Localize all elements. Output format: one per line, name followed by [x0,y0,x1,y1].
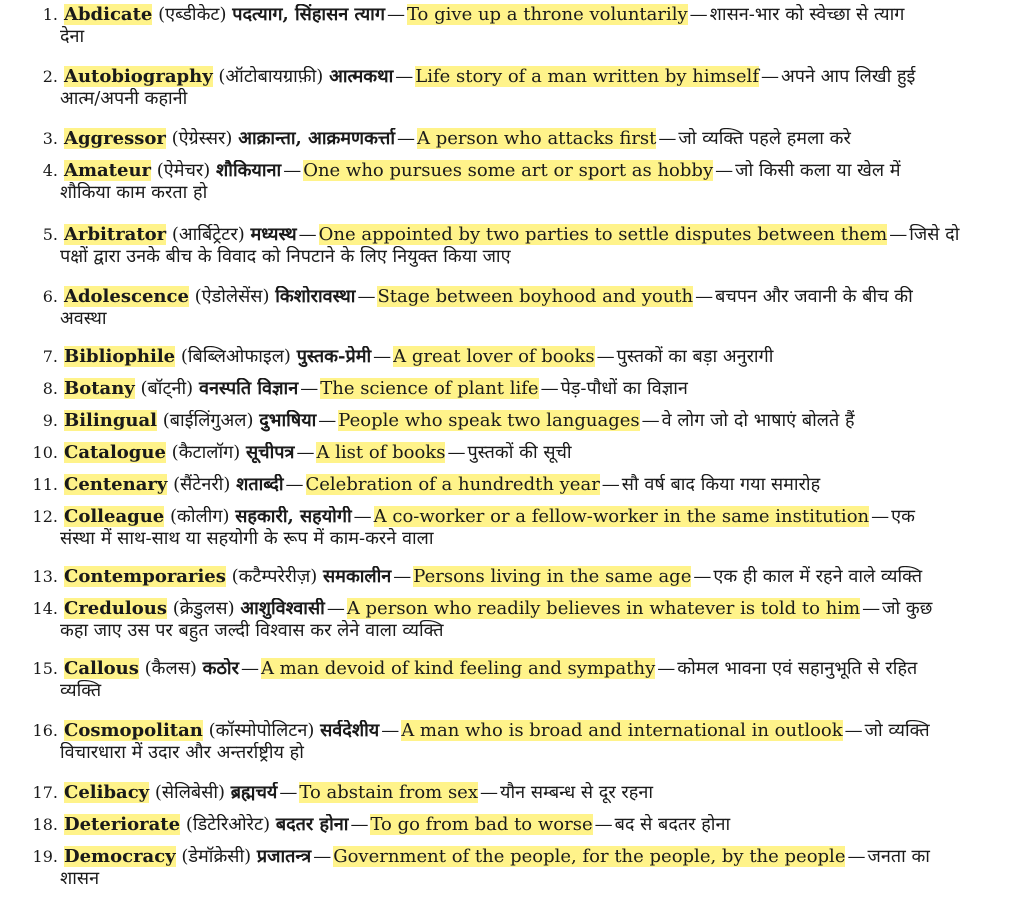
hindi-meaning: यौन सम्बन्ध से दूर रहना [500,782,653,803]
entry-line-1 [6,160,1024,182]
vocab-entry [0,410,1024,432]
entry-number: 8. [42,379,58,398]
english-word: Centenary [64,474,168,495]
pronunciation: (कैटालॉग) [171,442,241,463]
entry-number: 18. [32,815,58,834]
hindi-word: कठोर [202,658,239,679]
english-word: Credulous [64,598,167,619]
english-meaning: A person who attacks first [417,128,657,149]
entry-number: 12. [32,507,58,526]
dash: — [760,66,779,87]
hindi-meaning: सौ वर्ष बाद किया गया समारोह [621,474,821,495]
pronunciation: (बाईलिंगुअल) [162,410,254,431]
dash: — [395,66,414,87]
pronunciation: (बिब्लिओफाइल) [180,346,291,367]
hindi-word: ब्रह्मचर्य [230,782,278,803]
english-word: Callous [64,658,139,679]
english-word: Cosmopolitan [64,720,203,741]
entry-line-1 [6,410,1024,432]
entry-line-1 [6,4,1024,26]
vocab-entry [0,346,1024,368]
english-meaning: Persons living in the same age [413,566,692,587]
vocab-entry [0,658,1024,702]
entry-line-1 [6,566,1024,588]
hindi-word: शताब्दी [236,474,284,495]
hindi-meaning: एक ही काल में रहने वाले व्यक्ति [713,566,923,587]
dash: — [862,598,881,619]
entry-number: 9. [42,411,58,430]
english-meaning: A list of books [316,442,446,463]
pronunciation: (ऑटोबायग्राफ़ी) [218,66,324,87]
english-word: Autobiography [64,66,213,87]
entry-line-1 [6,658,1024,680]
dash: — [350,814,369,835]
english-meaning: The science of plant life [320,378,539,399]
entry-number: 11. [32,475,58,494]
dash: — [357,286,376,307]
pronunciation: (ऐमेचर) [156,160,211,181]
hindi-meaning: शासन-भार को स्वेच्छा से त्याग [709,4,905,25]
hindi-meaning-continued: अवस्था [60,308,107,329]
entry-line-1 [6,128,1024,150]
hindi-meaning: पुस्तकों का बड़ा अनुरागी [616,346,774,367]
hindi-meaning-continued: शौकिया काम करता हो [60,182,208,203]
pronunciation: (डेमॉक्रेसी) [181,846,252,867]
dash: — [381,720,400,741]
vocab-entry [0,378,1024,400]
pronunciation: (डिटेरिओरेट) [185,814,271,835]
pronunciation: (बॉट्नी) [140,378,194,399]
entry-number: 7. [42,347,58,366]
hindi-word: दुभाषिया [259,410,317,431]
english-meaning: A man who is broad and international in outlook [401,720,843,741]
entry-line-2 [60,308,1024,330]
english-word: Amateur [64,160,152,181]
hindi-meaning-continued: शासन [60,868,100,889]
entry-number: 19. [32,847,58,866]
dash: — [386,4,405,25]
dash: — [594,814,613,835]
hindi-word: पुस्तक-प्रेमी [296,346,372,367]
entry-line-2 [60,182,1024,204]
entry-line-2 [60,868,1024,890]
entry-number: 10. [32,443,58,462]
english-meaning: Life story of a man written by himself [415,66,759,87]
vocab-entry [0,4,1024,48]
vocab-entry [0,128,1024,150]
dash: — [240,658,259,679]
pronunciation: (कॉस्मोपोलिटन) [208,720,315,741]
entry-number: 15. [32,659,58,678]
dash: — [326,598,345,619]
english-meaning: A person who readily believes in whatever is told to him [346,598,861,619]
dash: — [393,566,412,587]
vocab-entry [0,474,1024,496]
dash: — [601,474,620,495]
english-word: Catalogue [64,442,166,463]
hindi-word: सूचीपत्र [246,442,295,463]
english-meaning: One appointed by two parties to settle disputes between them [318,224,888,245]
hindi-meaning: जो किसी कला या खेल में [735,160,901,181]
entry-line-2 [60,680,1024,702]
entry-line-1 [6,442,1024,464]
dash: — [296,442,315,463]
english-meaning: Stage between boyhood and youth [377,286,694,307]
hindi-meaning-continued: देना [60,26,85,47]
dash: — [298,224,317,245]
english-meaning: To abstain from sex [299,782,478,803]
pronunciation: (ऐग्रेस्सर) [171,128,233,149]
entry-line-1 [6,378,1024,400]
entry-line-1 [6,66,1024,88]
dash: — [847,846,866,867]
hindi-meaning: एक [891,506,915,527]
dash: — [447,442,466,463]
hindi-word: सहकारी, सहयोगी [235,506,352,527]
entry-line-1 [6,224,1024,246]
hindi-meaning-continued: विचारधारा में उदार और अन्तर्राष्ट्रीय हो [60,742,304,763]
hindi-word: वनस्पति विज्ञान [198,378,299,399]
hindi-meaning: वे लोग जो दो भाषाएं बोलते हैं [661,410,855,431]
dash: — [657,658,676,679]
entry-line-1 [6,286,1024,308]
entry-number: 6. [42,287,58,306]
english-word: Celibacy [64,782,150,803]
dash: — [283,160,302,181]
hindi-meaning: जो व्यक्ति पहले हमला करे [678,128,851,149]
pronunciation: (कोलीग) [169,506,230,527]
entry-line-2 [60,742,1024,764]
entry-line-1 [6,506,1024,528]
dash: — [871,506,890,527]
hindi-meaning: कोमल भावना एवं सहानुभूति से रहित [677,658,918,679]
english-meaning: Government of the people, for the people, by the people [333,846,846,867]
entry-line-1 [6,346,1024,368]
entry-line-2 [60,88,1024,110]
dash: — [353,506,372,527]
english-word: Arbitrator [64,224,167,245]
dash: — [313,846,332,867]
english-meaning: Celebration of a hundredth year [305,474,600,495]
dash: — [844,720,863,741]
entry-line-1 [6,782,1024,804]
english-word: Bilingual [64,410,157,431]
dash: — [279,782,298,803]
english-word: Adolescence [64,286,189,307]
dash: — [641,410,660,431]
pronunciation: (कैलस) [144,658,197,679]
entry-line-1 [6,814,1024,836]
entry-line-1 [6,846,1024,868]
english-meaning: People who speak two languages [338,410,640,431]
hindi-word: बदतर होना [275,814,349,835]
vocab-entry [0,286,1024,330]
hindi-word: शौकियाना [216,160,282,181]
hindi-word: प्रजातन्त्र [256,846,312,867]
english-word: Democracy [64,846,176,867]
dash: — [715,160,734,181]
pronunciation: (सेलिबेसी) [154,782,226,803]
entry-line-1 [6,598,1024,620]
english-meaning: To go from bad to worse [370,814,593,835]
dash: — [693,566,712,587]
english-word: Bibliophile [64,346,176,367]
english-meaning: A co-worker or a fellow-worker in the same institution [373,506,870,527]
dash: — [300,378,319,399]
hindi-word: किशोरावस्था [275,286,356,307]
english-word: Botany [64,378,135,399]
hindi-meaning: जिसे दो [909,224,960,245]
hindi-word: आशुविश्वासी [240,598,325,619]
dash: — [689,4,708,25]
dash: — [397,128,415,149]
hindi-meaning-continued: व्यक्ति [60,680,102,701]
vocab-entry [0,506,1024,550]
dash: — [889,224,908,245]
hindi-meaning: पेड़-पौधों का विज्ञान [560,378,688,399]
vocab-entry [0,566,1024,588]
english-meaning: A man devoid of kind feeling and sympathy [260,658,656,679]
entry-number: 1. [42,5,58,24]
entry-line-2 [60,528,1024,550]
dash: — [480,782,498,803]
dash: — [318,410,337,431]
hindi-meaning: बचपन और जवानी के बीच की [715,286,913,307]
entry-number: 17. [32,783,58,802]
vocab-entry [0,66,1024,110]
pronunciation: (सैंटेनरी) [173,474,231,495]
hindi-word: आत्मकथा [329,66,394,87]
hindi-word: समकालीन [323,566,392,587]
pronunciation: (कटैम्परेरीज़) [231,566,318,587]
hindi-word: सर्वदेशीय [320,720,380,741]
pronunciation: (क्रेडुलस) [172,598,235,619]
hindi-word: पदत्याग, सिंहासन त्याग [232,4,385,25]
hindi-word: मध्यस्थ [250,224,297,245]
vocab-entry [0,224,1024,268]
vocab-entry [0,720,1024,764]
vocab-entry [0,782,1024,804]
hindi-word: आक्रान्ता, आक्रमणकर्त्ता [238,128,395,149]
dash: — [285,474,304,495]
english-word: Abdicate [64,4,153,25]
entry-number: 2. [42,67,58,86]
entry-number: 14. [32,599,58,618]
english-meaning: A great lover of books [393,346,595,367]
english-meaning: One who pursues some art or sport as hobby [303,160,714,181]
entry-line-1 [6,474,1024,496]
vocab-entry [0,814,1024,836]
entry-number: 3. [42,129,58,148]
english-meaning: To give up a throne voluntarily [406,4,688,25]
vocab-entry [0,442,1024,464]
hindi-meaning-continued: पक्षों द्वारा उनके बीच के विवाद को निपटाने के लिए नियुक्त किया जाए [60,246,511,267]
pronunciation: (आर्बिट्रेटर) [171,224,245,245]
dash: — [540,378,559,399]
pronunciation: (ऐडोलेसेंस) [194,286,270,307]
entry-number: 16. [32,721,58,740]
hindi-meaning: बद से बदतर होना [614,814,731,835]
hindi-meaning: पुस्तकों की सूची [467,442,572,463]
english-word: Colleague [64,506,165,527]
hindi-meaning: अपने आप लिखी हुई [780,66,916,87]
english-word: Aggressor [64,128,166,149]
dash: — [658,128,677,149]
entry-line-2 [60,246,1024,268]
entry-line-2 [60,620,1024,642]
entry-number: 4. [42,161,58,180]
hindi-meaning: जनता का [867,846,930,867]
hindi-meaning: जो व्यक्ति [864,720,930,741]
vocab-entry [0,846,1024,890]
english-word: Contemporaries [64,566,226,587]
entry-number: 13. [32,567,58,586]
dash: — [596,346,615,367]
hindi-meaning: जो कुछ [882,598,933,619]
dash: — [695,286,714,307]
vocab-entry [0,598,1024,642]
entry-line-2 [60,26,1024,48]
english-word: Deteriorate [64,814,181,835]
vocab-entry [0,160,1024,204]
hindi-meaning-continued: संस्था में साथ-साथ या सहयोगी के रूप में काम-करने वाला [60,528,434,549]
entry-number: 5. [42,225,58,244]
hindi-meaning-continued: आत्म/अपनी कहानी [60,88,188,109]
pronunciation: (एब्डीकेट) [158,4,227,25]
entry-line-1 [6,720,1024,742]
dash: — [373,346,392,367]
hindi-meaning-continued: कहा जाए उस पर बहुत जल्दी विश्वास कर लेने वाला व्यक्ति [60,620,444,641]
